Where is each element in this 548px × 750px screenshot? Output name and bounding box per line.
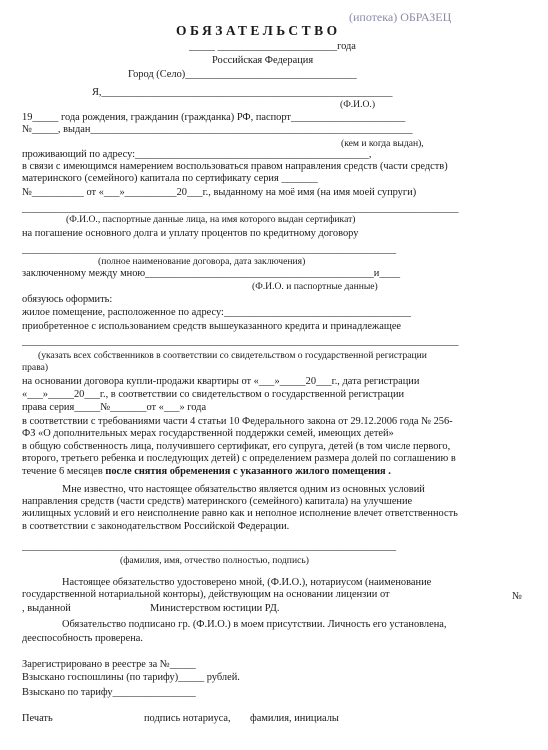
capacity-line: дееспособность проверена. (22, 633, 143, 644)
certificate-series-line: материнского (семейного) капитала по сертификату серия _______ (22, 173, 318, 184)
ministry-line: Министерством юстиции РД. (150, 603, 280, 614)
legislation-line: в соответствии с законодательством Российской Федерации. (22, 521, 290, 532)
holder-line: ____________________________________________________________________________________ (22, 203, 459, 214)
awareness-line: Мне известно, что настоящее обязательство является одним из основных условий (62, 484, 425, 495)
dwelling-address-line: жилое помещение, расположенное по адресу:____________________________________ (22, 307, 411, 318)
address-line: проживающий по адресу:_____________________________________________, (22, 149, 372, 160)
responsibility-line: жилищных условий и его неисполнение равно как и неполное исполнение влечет ответственность (22, 508, 458, 519)
law-line: в соответствии с требованиями части 4 статьи 10 Федерального закона от 29.12.2006 года № 256- (22, 416, 453, 427)
city-line: Город (Село)_________________________________ (128, 69, 357, 80)
issued-by-line: , выданной (22, 603, 71, 614)
certificate-number-line: №__________ от «___»__________20___г., выданному на моё имя (на имя моей супруги) (22, 187, 417, 198)
registry-line: Зарегистрировано в реестре за №_____ (22, 659, 196, 670)
state-fee-line: Взыскано госпошлины (по тарифу)_____ рублей. (22, 672, 240, 683)
owners-caption-cont: права) (22, 362, 49, 373)
right-series-line: права серия_____№_______от «___» года (22, 402, 207, 413)
passport-issued-line: №_____, выдан______________________________________________________________ (22, 124, 413, 135)
tariff-line: Взыскано по тарифу________________ (22, 687, 196, 698)
term-prefix: течение 6 месяцев (22, 466, 106, 477)
registration-line: «___»_____20___г., в соответствии со свидетельством о государственной регистрации (22, 389, 405, 400)
notary-signature-label: подпись нотариуса, (144, 713, 231, 724)
owners-line: ____________________________________________________________________________________ (22, 336, 459, 347)
intent-line: в связи с имеющимся намерением воспользоваться правом направления средств (части средств) (22, 161, 448, 172)
term-line (22, 466, 391, 478)
sale-contract-line: на основании договора купли-продажи квартиры от «___»_____20___г., дата регистрации (22, 376, 420, 387)
notary-license-line: государственной нотариальной конторы), действующим на основании лицензии от (22, 589, 390, 600)
law-title-line: ФЗ «О дополнительных мерах государственной поддержки семей, имеющих детей» (22, 428, 394, 439)
signed-line: Обязательство подписано гр. (Ф.И.О.) в моем присутствии. Личность его установлена, (62, 619, 447, 630)
owners-caption: (указать всех собственников в соответствии со свидетельством о государственной регистрации (38, 350, 427, 361)
signature-line: ________________________________________________________________________ (22, 541, 397, 552)
children-line: второго, третьего ребенка и последующих детей) с определением размера долей по соглашению в (22, 453, 456, 464)
parties-line: заключенному между мною____________________________________________и____ (22, 268, 401, 279)
loan-purpose-line: на погашение основного долга и уплату процентов по кредитному договору (22, 228, 359, 239)
acquired-line: приобретенное с использованием средств вышеуказанного кредита и принадлежащее (22, 321, 402, 332)
direction-line: направления средств (части средств) материнского (семейного) капитала) на улучшение (22, 496, 413, 507)
notary-line: Настоящее обязательство удостоверено мной, (Ф.И.О.), нотариусом (наименование (62, 577, 432, 588)
license-number-mark: № (512, 591, 522, 602)
document-title: ОБЯЗАТЕЛЬСТВО (176, 23, 341, 38)
encumbrance-text: после снятия обременения с указанного жилого помещения . (105, 466, 391, 477)
undertake-line: обязуюсь оформить: (22, 294, 113, 305)
ownership-line: в общую собственность лица, получившего сертификат, его супруга, детей (в том числе первого, (22, 441, 451, 452)
issued-caption: (кем и когда выдан), (341, 138, 424, 149)
seal-label: Печать (22, 713, 53, 724)
contract-caption: (полное наименование договора, дата заключения) (98, 256, 306, 267)
contract-line: ________________________________________________________________________ (22, 244, 397, 255)
holder-caption: (Ф.И.О., паспортные данные лица, на имя которого выдан сертификат) (66, 214, 356, 225)
date-line: _____ _______________________года (189, 41, 356, 52)
name-line: Я,________________________________________________________ (92, 87, 393, 98)
sample-stamp: (ипотека) ОБРАЗЕЦ (349, 10, 452, 24)
signature-caption: (фамилия, имя, отчество полностью, подпись) (120, 555, 309, 566)
parties-caption: (Ф.И.О. и паспортные данные) (252, 281, 378, 292)
notary-name-label: фамилия, инициалы (250, 713, 339, 724)
country-line: Российская Федерация (212, 55, 314, 66)
name-caption: (Ф.И.О.) (340, 99, 376, 110)
birth-passport-line: 19_____ года рождения, гражданин (гражданка) РФ, паспорт______________________ (22, 112, 406, 123)
